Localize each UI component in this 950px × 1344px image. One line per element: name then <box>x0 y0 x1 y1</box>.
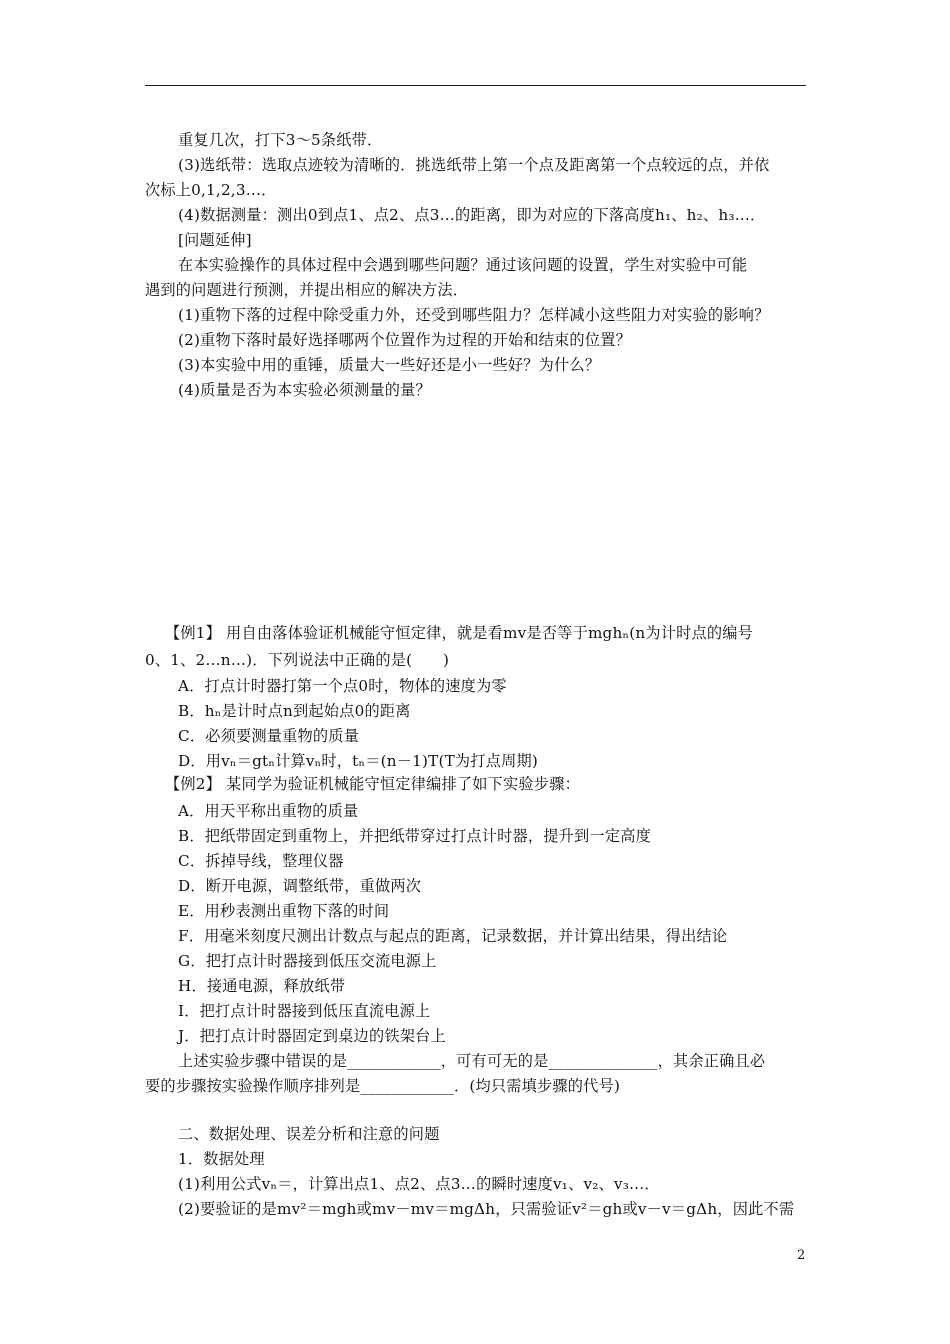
step-f: F．用毫米刻度尺测出计数点与起点的距离，记录数据，并计算出结果，得出结论 <box>178 927 728 945</box>
text-line: (2)要验证的是mv²＝mgh或mv－mv＝mgΔh，只需验证v²＝gh或v－v＝gΔh，因此不需 <box>178 1200 795 1218</box>
step-c: C．拆掉导线，整理仪器 <box>178 852 344 870</box>
section-heading: 二、数据处理、误差分析和注意的问题 <box>178 1125 440 1143</box>
option-c: C．必须要测量重物的质量 <box>178 727 360 745</box>
section-label: [问题延伸] <box>178 231 252 249</box>
question-line: (4)质量是否为本实验必须测量的量？ <box>178 381 431 399</box>
question-line: (3)本实验中用的重锤，质量大一些好还是小一些好？为什么？ <box>178 356 601 374</box>
page-number: 2 <box>797 1248 806 1263</box>
option-a: A．打点计时器打第一个点0时，物体的速度为零 <box>178 677 507 695</box>
fill-in-question: 上述实验步骤中错误的是____________，可有可无的是______________，其余正确且必 <box>178 1052 766 1070</box>
example-1-heading: 【例1】 用自由落体验证机械能守恒定律，就是看mv是否等于mghₙ(n为计时点的编号 <box>165 624 754 642</box>
text-line: 在本实验操作的具体过程中会遇到哪些问题？通过该问题的设置，学生对实验中可能 <box>178 256 748 274</box>
step-g: G．把打点计时器接到低压交流电源上 <box>178 952 437 970</box>
step-j: J．把打点计时器固定到桌边的铁架台上 <box>178 1027 446 1045</box>
question-line: (1)重物下落的过程中除受重力外，还受到哪些阻力？怎样减小这些阻力对实验的影响？ <box>178 306 770 324</box>
example-2-heading: 【例2】 某同学为验证机械能守恒定律编排了如下实验步骤： <box>165 775 580 793</box>
text-line: (4)数据测量：测出0到点1、点2、点3…的距离，即为对应的下落高度h₁、h₂、h₃…． <box>178 206 766 224</box>
step-e: E．用秒表测出重物下落的时间 <box>178 902 390 920</box>
step-i: I．把打点计时器接到低压直流电源上 <box>178 1002 431 1020</box>
step-b: B．把纸带固定到重物上，并把纸带穿过打点计时器，提升到一定高度 <box>178 827 651 845</box>
text-line: 0、1、2…n…)．下列说法中正确的是( ) <box>145 651 450 669</box>
text-line: (3)选纸带：选取点迹较为清晰的．挑选纸带上第一个点及距离第一个点较远的点，并依 <box>178 156 770 174</box>
question-line: (2)重物下落时最好选择哪两个位置作为过程的开始和结束的位置？ <box>178 331 631 349</box>
fill-in-question: 要的步骤按实验操作顺序排列是____________．(均只需填步骤的代号) <box>145 1077 621 1095</box>
subsection-heading: 1．数据处理 <box>178 1150 265 1168</box>
text-line: 次标上0,1,2,3…． <box>145 181 277 199</box>
text-line: 遇到的问题进行预测，并提出相应的解决方法． <box>145 281 469 299</box>
header-rule <box>145 85 806 86</box>
option-d: D．用vₙ＝gtₙ计算vₙ时，tₙ＝(n－1)T(T为打点周期) <box>178 752 538 770</box>
step-a: A．用天平称出重物的质量 <box>178 802 359 820</box>
step-h: H．接通电源，释放纸带 <box>178 977 346 995</box>
text-line: 重复几次，打下3～5条纸带． <box>178 131 383 149</box>
text-line: (1)利用公式vₙ＝，计算出点1、点2、点3…的瞬时速度v₁、v₂、v₃…． <box>178 1175 660 1193</box>
option-b: B．hₙ是计时点n到起始点0的距离 <box>178 702 411 720</box>
step-d: D．断开电源，调整纸带，重做两次 <box>178 877 422 895</box>
